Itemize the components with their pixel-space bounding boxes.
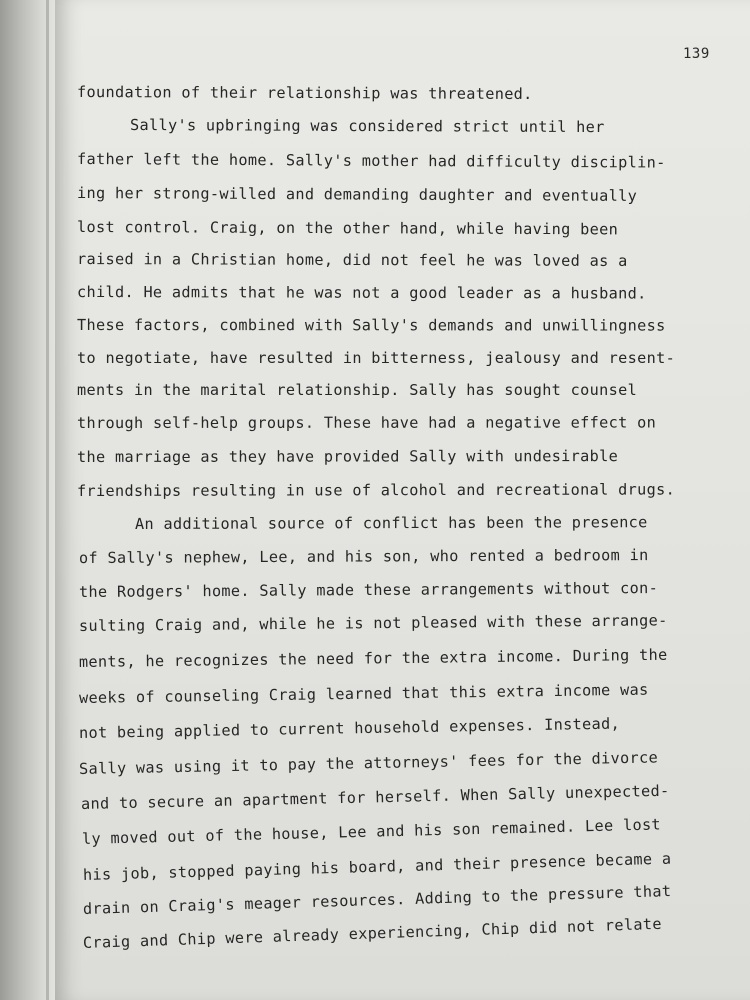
text-line: ing her strong-willed and demanding daughter and eventually <box>76 184 638 205</box>
text-line: not being applied to current household expenses. Instead, <box>78 714 621 742</box>
text-line: Craig and Chip were already experiencing, Chip did not relate <box>82 914 663 952</box>
text-line: ments in the marital relationship. Sally has sought counsel <box>77 381 638 399</box>
text-line: friendships resulting in use of alcohol and recreational drugs. <box>76 480 676 500</box>
text-line: Sally was using it to pay the attorneys' fees for the divorce <box>78 748 659 778</box>
text-line: of Sally's nephew, Lee, and his son, who rented a bedroom in <box>78 546 649 567</box>
text-line: child. He admits that he was not a good leader as a husband. <box>76 283 647 303</box>
text-line: These factors, combined with Sally's demands and unwillingness <box>76 316 666 335</box>
text-line: the marriage as they have provided Sally with undesirable <box>76 447 619 466</box>
text-line: sulting Craig and, while he is not pleased with these arrange- <box>78 611 668 635</box>
text-line: father left the home. Sally's mother had difficulty disciplin- <box>76 150 666 172</box>
text-line: the Rodgers' home. Sally made these arrangements without con- <box>78 578 659 601</box>
text-line: Sally's upbringing was considered strict until her <box>129 116 605 137</box>
text-line: foundation of their relationship was threatened. <box>76 83 533 103</box>
text-line: and to secure an apartment for herself. When Sally unexpected- <box>80 781 670 813</box>
book-page <box>55 0 750 1000</box>
text-line: to negotiate, have resulted in bitterness, jealousy and resent- <box>77 349 676 367</box>
text-line: through self-help groups. These have had a negative effect on <box>76 413 657 432</box>
text-line: lost control. Craig, on the other hand, while having been <box>76 218 619 239</box>
text-line: weeks of counseling Craig learned that this extra income was <box>78 680 649 707</box>
text-line: his job, stopped paying his board, and their presence became a <box>82 849 672 884</box>
text-line: ments, he recognizes the need for the extra income. During the <box>78 645 668 671</box>
text-line: An additional source of conflict has been the presence <box>134 513 648 533</box>
text-line: ly moved out of the house, Lee and his son remained. Lee lost <box>81 815 662 848</box>
book-spine-shadow <box>0 0 60 1000</box>
text-line: drain on Craig's meager resources. Adding to the pressure that <box>82 882 672 918</box>
page-number: 139 <box>683 46 710 62</box>
book-gutter-edge <box>46 0 49 1000</box>
text-line: raised in a Christian home, did not feel he was loved as a <box>76 250 628 270</box>
